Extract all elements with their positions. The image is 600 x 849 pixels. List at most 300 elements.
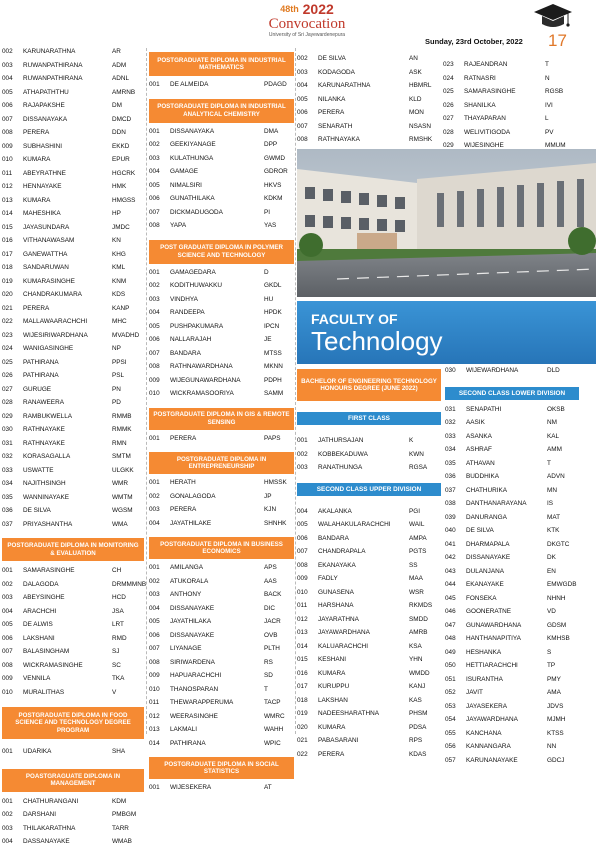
entry-name: PERERA [318, 750, 345, 758]
entry-name: ASHRAF [466, 446, 492, 454]
list-item [2, 261, 144, 275]
name-list [297, 505, 441, 762]
list-item [445, 619, 579, 633]
entry-initials: KMHSB [547, 635, 570, 643]
entry-number: 055 [445, 729, 456, 737]
entry-number: 040 [445, 527, 456, 535]
entry-initials: DKGTC [547, 540, 570, 548]
entry-initials: CH [112, 567, 122, 575]
entry-initials: AT [264, 784, 272, 792]
list-item [445, 740, 579, 754]
entry-name: ABEYRATHNE [23, 169, 66, 177]
list-item [2, 288, 144, 302]
entry-initials: RMSHK [409, 136, 433, 144]
list-item [445, 364, 579, 378]
entry-number: 005 [149, 322, 160, 330]
entry-number: 019 [297, 710, 308, 718]
entry-initials: WAHH [264, 726, 284, 734]
entry-number: 014 [2, 210, 13, 218]
list-item [2, 464, 144, 478]
list-item [149, 575, 294, 589]
entry-name: RATHNAYAKE [23, 439, 65, 447]
entry-name: BALASINGHAM [23, 648, 70, 656]
entry-number: 005 [149, 181, 160, 189]
section-header-entrepreneurship: POSTGRADUATE DIPLOMA IN ENTREPRENEURSHIP [149, 452, 294, 474]
entry-number: 007 [149, 349, 160, 357]
entry-name: KESHANI [318, 656, 347, 664]
entry-name: RANATHUNGA [318, 464, 363, 472]
list-item [297, 734, 441, 748]
entry-initials: PMY [547, 675, 561, 683]
entry-number: 038 [445, 500, 456, 508]
entry-name: KANNANGARA [466, 743, 511, 751]
list-item [149, 360, 294, 374]
entry-name: THILAKARATHNA [23, 824, 76, 832]
page-header [0, 0, 600, 50]
list-item [149, 374, 294, 388]
entry-initials: SD [264, 672, 273, 680]
name-list [149, 78, 294, 92]
entry-initials: MKNN [264, 363, 283, 371]
list-item [149, 219, 294, 233]
entry-initials: ADVN [547, 473, 565, 481]
entry-initials: DK [547, 554, 556, 562]
entry-name: SHANILKA [464, 101, 496, 109]
list-item [443, 126, 577, 140]
entry-number: 037 [445, 486, 456, 494]
entry-name: WANNINAYAKE [23, 493, 70, 501]
entry-number: 028 [443, 128, 454, 136]
list-item [2, 221, 144, 235]
logo-year: 2022 [302, 1, 334, 17]
entry-initials: ASK [409, 68, 422, 76]
entry-number: 007 [2, 648, 13, 656]
list-item [297, 599, 441, 613]
entry-number: 003 [2, 594, 13, 602]
logo-sup: 48th [280, 4, 299, 14]
entry-initials: TACP [264, 699, 281, 707]
entry-name: DISSANAYAKE [466, 554, 511, 562]
entry-number: 001 [2, 567, 13, 575]
list-item [297, 707, 441, 721]
entry-initials: TP [547, 662, 556, 670]
list-item [149, 629, 294, 643]
entry-initials: WMA [112, 520, 128, 528]
list-item [149, 78, 294, 92]
list-item [149, 615, 294, 629]
entry-number: 003 [149, 154, 160, 162]
entry-name: ISURANTHA [466, 675, 503, 683]
name-list [149, 125, 294, 233]
list-item [149, 588, 294, 602]
list-item [2, 194, 144, 208]
entry-name: ARACHCHI [23, 607, 57, 615]
section-header-bet: BACHELOR OF ENGINEERING TECHNOLOGY HONOURS DEGREE (JUNE 2022) [297, 369, 441, 401]
entry-name: ABEYSINGHE [23, 594, 65, 602]
list-item [149, 347, 294, 361]
entry-name: WANIGASINGHE [23, 345, 74, 353]
entry-number: 027 [443, 115, 454, 123]
entry-initials: LRT [112, 621, 124, 629]
entry-initials: IS [547, 500, 554, 508]
list-item [2, 591, 144, 605]
entry-initials: KDS [112, 291, 126, 299]
entry-initials: GWMD [264, 154, 285, 162]
entry-name: RAJAPAKSHE [23, 102, 65, 110]
entry-initials: KAL [547, 432, 560, 440]
entry-initials: SJ [112, 648, 120, 656]
list-item [149, 206, 294, 220]
entry-number: 021 [297, 737, 308, 745]
list-item [2, 745, 144, 759]
list-item [149, 503, 294, 517]
entry-name: AASIK [466, 419, 485, 427]
list-item [149, 781, 294, 795]
entry-name: KARUNARATHNA [23, 48, 76, 56]
entry-initials: KANP [112, 304, 130, 312]
section-header-monitoring: POSTGRADUATE DIPLOMA IN MONITORING & EVALUATION [2, 538, 144, 561]
entry-initials: WPIC [264, 739, 281, 747]
entry-name: KUMARA [318, 669, 346, 677]
entry-initials: RGSB [545, 88, 564, 96]
entry-initials: T [547, 459, 551, 467]
entry-name: SENAPATHI [466, 405, 502, 413]
entry-number: 017 [2, 250, 13, 258]
entry-number: 042 [445, 554, 456, 562]
entry-number: 034 [445, 446, 456, 454]
entry-initials: AAS [264, 577, 277, 585]
list-item [443, 99, 577, 113]
entry-initials: DRMMMNB [112, 580, 147, 588]
entry-name: WELIVITIGODA [464, 128, 511, 136]
entry-name: HESHANKA [466, 648, 502, 656]
entry-initials: HP [112, 210, 121, 218]
list-item [149, 306, 294, 320]
list-item [297, 613, 441, 627]
entry-initials: PV [545, 128, 554, 136]
list-item [2, 578, 147, 592]
entry-initials: KML [112, 264, 126, 272]
entry-number: 008 [297, 561, 308, 569]
logo-title: Convocation [268, 16, 346, 32]
entry-initials: DMA [264, 127, 279, 135]
entry-number: 017 [297, 683, 308, 691]
entry-initials: PHSM [409, 710, 428, 718]
entry-initials: PI [264, 208, 271, 216]
entry-initials: JMDC [112, 223, 130, 231]
entry-name: PUSHPAKUMARA [170, 322, 224, 330]
entry-number: 036 [2, 507, 13, 515]
entry-initials: N [545, 74, 550, 82]
entry-initials: AMM [547, 446, 562, 454]
list-item [445, 565, 579, 579]
list-item [445, 403, 579, 417]
entry-number: 022 [2, 318, 13, 326]
entry-name: CHATHURIKA [466, 486, 508, 494]
entry-name: GUNASENA [318, 588, 354, 596]
list-item [2, 180, 144, 194]
entry-number: 009 [2, 675, 13, 683]
list-item [297, 586, 441, 600]
entry-initials: PAPS [264, 434, 281, 442]
list-item [445, 416, 579, 430]
entry-name: KODITHUWAKKU [170, 282, 222, 290]
entry-initials: PGI [409, 507, 421, 515]
entry-number: 011 [297, 602, 308, 610]
page-number: 17 [548, 31, 567, 50]
entry-initials: PD [112, 399, 121, 407]
entry-name: HAPUARACHCHI [170, 672, 222, 680]
list-item [445, 605, 579, 619]
list-item [2, 659, 144, 673]
list-item [445, 511, 579, 525]
entry-number: 013 [297, 629, 308, 637]
entry-initials: KDKM [264, 195, 283, 203]
entry-name: WICKRAMASOORIYA [170, 390, 234, 398]
list-item [2, 59, 144, 73]
section-header-second-lower: SECOND CLASS LOWER DIVISION [445, 387, 579, 400]
list-item [2, 410, 144, 424]
list-item [149, 192, 294, 206]
entry-initials: WMTM [112, 493, 133, 501]
entry-initials: AMPA [409, 534, 427, 542]
list-item [445, 470, 579, 484]
entry-initials: K [409, 437, 414, 445]
entry-name: JATHURSAJAN [318, 437, 364, 445]
column-1 [2, 45, 147, 849]
entry-name: ATUKORALA [170, 577, 209, 585]
list-item [445, 497, 579, 511]
list-item [149, 737, 294, 751]
list-item [2, 126, 144, 140]
section-header-first-class: FIRST CLASS [297, 412, 441, 425]
entry-initials: GDSM [547, 621, 567, 629]
entry-name: NADEESHARATHNA [318, 710, 379, 718]
list-item [445, 700, 579, 714]
entry-number: 009 [149, 376, 160, 384]
list-item [2, 342, 144, 356]
entry-number: 002 [2, 48, 13, 56]
entry-initials: KN [112, 237, 121, 245]
entry-name: HARSHANA [318, 602, 354, 610]
entry-number: 004 [297, 507, 308, 515]
list-item [149, 333, 294, 347]
list-item [149, 138, 294, 152]
name-list [297, 52, 441, 160]
entry-number: 002 [149, 282, 160, 290]
list-item [2, 822, 144, 836]
entry-name: KORASAGALLA [23, 453, 71, 461]
section-header-business-economics: POSTGRADUATE DIPLOMA IN BUSINESS ECONOMICS [149, 537, 294, 559]
entry-name: SANDARUWAN [23, 264, 69, 272]
list-item [2, 302, 144, 316]
entry-name: JAYAWARDHANA [466, 716, 518, 724]
list-item [2, 645, 144, 659]
entry-initials: SS [409, 561, 418, 569]
entry-initials: RMMK [112, 426, 132, 434]
entry-number: 002 [297, 55, 308, 63]
list-item [297, 653, 441, 667]
entry-initials: IPCN [264, 322, 280, 330]
entry-number: 002 [297, 450, 308, 458]
entry-initials: PDPH [264, 376, 282, 384]
list-item [297, 559, 441, 573]
entry-initials: PDSA [409, 723, 427, 731]
entry-initials: EN [547, 567, 556, 575]
entry-name: PERERA [318, 109, 345, 117]
entry-number: 003 [297, 464, 308, 472]
entry-number: 030 [2, 426, 13, 434]
list-item [2, 167, 144, 181]
entry-number: 031 [2, 439, 13, 447]
entry-number: 003 [297, 68, 308, 76]
entry-number: 006 [2, 634, 13, 642]
entry-number: 052 [445, 689, 456, 697]
entry-initials: KHG [112, 250, 126, 258]
entry-name: DE ALWIS [23, 621, 53, 629]
list-item [297, 448, 441, 462]
list-item [149, 710, 294, 724]
list-item [149, 476, 294, 490]
entry-name: KUMARA [23, 196, 51, 204]
entry-name: JAVIT [466, 689, 483, 697]
entry-number: 025 [2, 358, 13, 366]
entry-number: 001 [2, 797, 13, 805]
name-list [2, 795, 144, 849]
entry-initials: ADNL [112, 75, 130, 83]
entry-initials: ADM [112, 61, 127, 69]
entry-name: JAYATHILAKA [170, 618, 212, 626]
entry-number: 025 [443, 88, 454, 96]
entry-initials: SHNHK [264, 519, 287, 527]
entry-name: DISSANAYAKA [170, 127, 215, 135]
list-item [297, 532, 441, 546]
entry-name: GAMAGE [170, 168, 199, 176]
entry-number: 008 [149, 222, 160, 230]
entry-initials: OVB [264, 631, 278, 639]
entry-name: RANAWEERA [23, 399, 64, 407]
entry-number: 051 [445, 675, 456, 683]
entry-name: GURUGE [23, 385, 52, 393]
entry-name: HANTHANAPITIYA [466, 635, 521, 643]
entry-initials: HGCRK [112, 169, 136, 177]
entry-name: GAMAGEDARA [170, 268, 216, 276]
entry-name: ANTHONY [170, 591, 202, 599]
entry-initials: HU [264, 295, 274, 303]
entry-initials: MAA [409, 575, 423, 583]
entry-initials: OKSB [547, 405, 565, 413]
entry-initials: NN [547, 743, 557, 751]
list-item [2, 423, 144, 437]
list-item [445, 727, 579, 741]
entry-initials: KANJ [409, 683, 426, 691]
entry-initials: GKDL [264, 282, 282, 290]
entry-number: 053 [445, 702, 456, 710]
entry-name: VINDHYA [170, 295, 198, 303]
entry-initials: NHNH [547, 594, 566, 602]
entry-name: RATHNAWARDHANA [170, 363, 233, 371]
list-item [2, 450, 144, 464]
entry-name: HENNAYAKE [23, 183, 62, 191]
entry-name: VENNILA [23, 675, 51, 683]
list-item [297, 572, 441, 586]
list-item [149, 320, 294, 334]
entry-initials: DPP [264, 141, 278, 149]
entry-number: 002 [2, 580, 13, 588]
list-item [297, 434, 441, 448]
entry-name: DALAGODA [23, 580, 59, 588]
list-item [149, 432, 294, 446]
entry-initials: RMD [112, 634, 127, 642]
entry-number: 010 [149, 685, 160, 693]
entry-name: JAYASEKERA [466, 702, 507, 710]
entry-initials: JE [264, 336, 272, 344]
entry-number: 021 [2, 304, 13, 312]
list-item [2, 72, 144, 86]
entry-initials: EPUR [112, 156, 130, 164]
entry-number: 019 [2, 277, 13, 285]
entry-initials: KTSS [547, 729, 564, 737]
list-item [149, 279, 294, 293]
entry-initials: GDROR [264, 168, 288, 176]
section-header-polymer-science: POST GRADUATE DIPLOMA IN POLYMER SCIENCE AND TECHNOLOGY [149, 240, 294, 264]
entry-number: 005 [2, 621, 13, 629]
entry-name: WIJEGUNAWARDHANA [170, 376, 241, 384]
entry-number: 029 [443, 142, 454, 150]
entry-number: 001 [149, 479, 160, 487]
entry-initials: AR [112, 48, 121, 56]
entry-name: DHARMAPALA [466, 540, 510, 548]
entry-number: 005 [297, 95, 308, 103]
entry-name: RATNASRI [464, 74, 496, 82]
entry-name: PATHIRANA [23, 358, 59, 366]
entry-initials: MN [547, 486, 557, 494]
entry-number: 006 [149, 195, 160, 203]
entry-number: 033 [2, 466, 13, 474]
entry-number: 007 [297, 122, 308, 130]
name-list [2, 564, 147, 699]
column-divider [295, 48, 296, 734]
publication-date: Sunday, 23rd October, 2022 [425, 37, 523, 46]
list-item [149, 642, 294, 656]
list-item [2, 207, 144, 221]
entry-name: NALLARAJAH [170, 336, 212, 344]
entry-name: KUMARA [318, 723, 346, 731]
entry-number: 006 [149, 631, 160, 639]
entry-number: 001 [149, 784, 160, 792]
column-3-top [297, 52, 441, 160]
entry-number: 026 [443, 101, 454, 109]
entry-number: 010 [2, 688, 13, 696]
entry-initials: KAS [409, 696, 422, 704]
entry-initials: DM [112, 102, 122, 110]
section-header-industrial-mathematics: POSTGRADUATE DIPLOMA IN INDUSTRIAL MATHEMATICS [149, 52, 294, 76]
entry-number: 020 [297, 723, 308, 731]
entry-number: 006 [149, 336, 160, 344]
entry-number: 049 [445, 648, 456, 656]
name-list [149, 476, 294, 530]
entry-number: 016 [297, 669, 308, 677]
section-header-food-science: POSTGRADUATE DIPLOMA IN FOOD SCIENCE AND TECHNOLOGY DEGREE PROGRAM [2, 707, 144, 739]
entry-initials: RMMB [112, 412, 132, 420]
entry-name: LIYANAGE [170, 645, 202, 653]
entry-name: SIRIWARDENA [170, 658, 215, 666]
entry-name: GANEWATTHA [23, 250, 68, 258]
list-item [2, 437, 144, 451]
entry-initials: YHN [409, 656, 423, 664]
entry-number: 011 [2, 169, 13, 177]
list-item [149, 293, 294, 307]
